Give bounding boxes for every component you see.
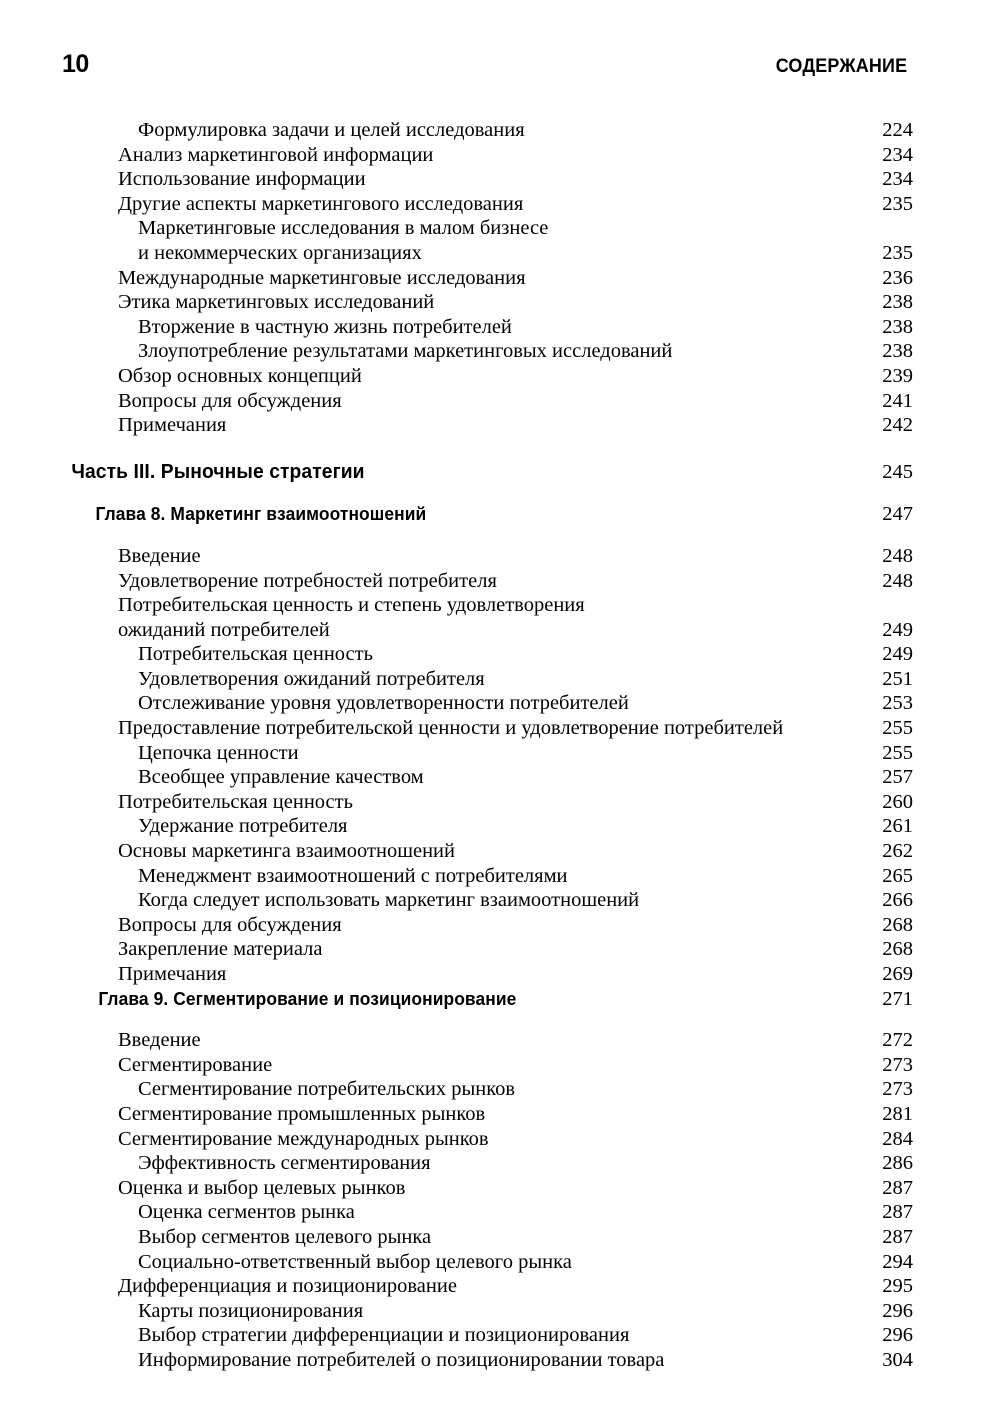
toc-entry-group [62, 118, 913, 438]
toc-entry[interactable] [62, 937, 913, 962]
toc-entry[interactable] [62, 716, 913, 741]
toc-entry[interactable] [62, 143, 913, 168]
toc-entry[interactable] [62, 216, 913, 265]
toc-entry-page-number: 295 [882, 1275, 913, 1298]
toc-entry-label: Удовлетворения ожиданий потребителя [138, 667, 485, 690]
toc-entry-group [62, 544, 913, 987]
toc-entry-page-number: 286 [882, 1152, 913, 1175]
toc-entry[interactable] [62, 1102, 913, 1127]
toc-entry-page-number: 251 [882, 667, 913, 690]
toc-entry[interactable] [62, 642, 913, 667]
toc-entry[interactable] [62, 1274, 913, 1299]
toc-entry[interactable] [62, 790, 913, 815]
toc-entry-label: Менеджмент взаимоотношений с потребителями [138, 864, 568, 887]
toc-entry[interactable] [62, 569, 913, 594]
toc-entry-label: Международные маркетинговые исследования [118, 266, 526, 289]
running-head [62, 52, 913, 84]
toc-entry-page-number: 236 [882, 266, 913, 289]
toc-entry-page-number: 269 [882, 963, 913, 985]
toc-entry[interactable] [62, 864, 913, 889]
toc-entry-page-number: 287 [882, 1201, 913, 1224]
toc-entry-label: Карты позиционирования [138, 1299, 364, 1322]
toc-entry-label: Введение [118, 1029, 201, 1052]
toc-chapter-page-number: 247 [882, 503, 913, 526]
toc-entry-label: Потребительская ценность [118, 790, 353, 813]
toc-entry-label-line: и некоммерческих организациях [138, 241, 422, 264]
toc-entry-label: Эффективность сегментирования [138, 1152, 431, 1175]
toc-entry[interactable] [62, 290, 913, 315]
toc-entry-label: Когда следует использовать маркетинг взаимоотношений [138, 889, 640, 912]
toc-entry[interactable] [62, 1200, 913, 1225]
toc-entry-page-number: 281 [882, 1102, 913, 1125]
toc-chapter-heading[interactable] [62, 987, 913, 1012]
toc-entry[interactable] [62, 167, 913, 192]
toc-entry-page-number: 265 [882, 864, 913, 887]
toc-chapter-heading[interactable] [62, 502, 913, 527]
toc-entry[interactable] [62, 1053, 913, 1078]
toc-entry-label: Введение [118, 544, 201, 567]
toc-entry-page-number: 224 [882, 119, 913, 141]
toc-entry-page-number: 255 [882, 741, 913, 764]
toc-entry-label: Оценка и выбор целевых рынков [118, 1176, 406, 1199]
toc-entry-label: Выбор сегментов целевого рынка [138, 1225, 432, 1248]
toc-entry[interactable] [62, 266, 913, 291]
toc-entry-label-line: Потребительская ценность и степень удовлетворения [118, 594, 585, 617]
toc-entry-label: Сегментирование международных рынков [118, 1127, 489, 1150]
toc-entry-label: Примечания [118, 963, 227, 985]
toc-entry-page-number: 296 [882, 1324, 913, 1347]
toc-entry-page-number: 235 [882, 241, 913, 264]
toc-entry-page-number: 287 [882, 1176, 913, 1199]
toc-entry-label [118, 593, 913, 642]
toc-entry-label: Цепочка ценности [138, 741, 299, 764]
toc-entry-page-number: 257 [882, 766, 913, 789]
toc-entry-label: Потребительская ценность [138, 643, 373, 666]
toc-entry-page-number: 304 [882, 1348, 913, 1371]
toc-entry-page-number: 239 [882, 364, 913, 387]
toc-entry-label-line: ожиданий потребителей [118, 618, 330, 641]
toc-part-page-number: 245 [882, 460, 913, 483]
toc-entry-page-number: 234 [882, 143, 913, 166]
toc-entry-label: Злоупотребление результатами маркетинговых исследований [138, 340, 673, 363]
toc-entry-label: Оценка сегментов рынка [138, 1201, 355, 1224]
toc-entry-page-number: 262 [882, 840, 913, 863]
toc-entry[interactable] [62, 1151, 913, 1176]
toc-entry-page-number: 294 [882, 1250, 913, 1273]
toc-entry-label: Этика маркетинговых исследований [118, 291, 435, 314]
page-folio: 10 [62, 50, 89, 78]
toc-entry-label: Вторжение в частную жизнь потребителей [138, 315, 512, 338]
toc-entry-label: Примечания [118, 414, 227, 437]
toc-entry-page-number: 255 [882, 717, 913, 740]
toc-chapter-title: Глава 9. Сегментирование и позиционирование [98, 987, 517, 1009]
toc-entry[interactable] [62, 667, 913, 692]
toc-entry-page-number: 296 [882, 1299, 913, 1322]
toc-entry[interactable] [62, 1028, 913, 1053]
toc-entry[interactable] [62, 192, 913, 217]
toc-entry-page-number: 266 [882, 889, 913, 912]
toc-entry-label: Основы маркетинга взаимоотношений [118, 840, 455, 863]
toc-entry-label: Вопросы для обсуждения [118, 913, 342, 936]
toc-entry-label: Формулировка задачи и целей исследования [138, 119, 525, 141]
toc-entry-page-number: 248 [882, 544, 913, 567]
toc-entry[interactable] [62, 1225, 913, 1250]
toc-entry[interactable] [62, 413, 913, 438]
toc-chapter-title: Глава 8. Маркетинг взаимоотношений [95, 503, 427, 525]
toc-entry[interactable] [62, 1127, 913, 1152]
toc-entry-page-number: 238 [882, 340, 913, 363]
toc-entry-label: Предоставление потребительской ценности и удовлетворение потребителей [118, 717, 784, 740]
toc-entry[interactable] [62, 741, 913, 766]
toc-entry[interactable] [62, 962, 913, 987]
toc-entry-page-number: 261 [882, 815, 913, 838]
toc-entry-page-number: 273 [882, 1078, 913, 1101]
toc-entry-label: Обзор основных концепций [118, 364, 362, 387]
toc-entry-page-number: 268 [882, 913, 913, 936]
toc-entry-page-number: 268 [882, 938, 913, 961]
toc-entry[interactable] [62, 1299, 913, 1324]
toc-entry[interactable] [62, 888, 913, 913]
toc-entry[interactable] [62, 118, 913, 143]
toc-entry-label: Использование информации [118, 168, 366, 191]
toc-entry-page-number: 235 [882, 192, 913, 215]
toc-entry-page-number: 287 [882, 1225, 913, 1248]
toc-entry[interactable] [62, 839, 913, 864]
toc-entry[interactable] [62, 691, 913, 716]
toc-entry-page-number: 242 [882, 414, 913, 437]
toc-entry[interactable] [62, 1077, 913, 1102]
toc-entry-page-number: 234 [882, 168, 913, 191]
toc-entry[interactable] [62, 1323, 913, 1348]
toc-entry-label: Всеобщее управление качеством [138, 766, 424, 789]
toc-entry-page-number: 248 [882, 569, 913, 592]
toc-entry-label: Социально-ответственный выбор целевого рынка [138, 1250, 572, 1273]
toc-entry-label: Закрепление материала [118, 938, 323, 961]
toc-entry-label: Дифференциация и позиционирование [118, 1275, 457, 1298]
toc-entry[interactable] [62, 1348, 913, 1373]
toc-entry-page-number: 273 [882, 1053, 913, 1076]
toc-entry-page-number: 238 [882, 315, 913, 338]
table-of-contents [62, 118, 913, 1373]
toc-entry[interactable] [62, 389, 913, 414]
toc-entry-label: Удовлетворение потребностей потребителя [118, 569, 497, 592]
toc-chapter-page-number: 271 [882, 987, 913, 1010]
toc-entry-label [138, 216, 913, 265]
toc-entry[interactable] [62, 1176, 913, 1201]
toc-part-title: Часть III. Рыночные стратегии [71, 459, 365, 483]
toc-entry-label: Выбор стратегии дифференциации и позиционирования [138, 1324, 630, 1347]
toc-entry-label: Сегментирование промышленных рынков [118, 1102, 486, 1125]
toc-entry-label: Анализ маркетинговой информации [118, 143, 434, 166]
toc-entry-label: Удержание потребителя [138, 815, 348, 838]
toc-entry-page-number: 241 [882, 389, 913, 412]
toc-entry-label-line: Маркетинговые исследования в малом бизнесе [138, 217, 549, 240]
toc-entry-label: Вопросы для обсуждения [118, 389, 342, 412]
toc-entry[interactable] [62, 913, 913, 938]
toc-entry-label: Сегментирование [118, 1053, 273, 1076]
toc-entry-page-number: 284 [882, 1127, 913, 1150]
toc-entry[interactable] [62, 544, 913, 569]
toc-entry-page-number: 260 [882, 790, 913, 813]
running-head-title: СОДЕРЖАНИЕ [775, 55, 908, 77]
toc-entry-page-number: 253 [882, 692, 913, 715]
toc-entry[interactable] [62, 339, 913, 364]
toc-entry-label: Отслеживание уровня удовлетворенности потребителей [138, 692, 629, 715]
toc-entry-label: Сегментирование потребительских рынков [138, 1078, 516, 1101]
toc-entry[interactable] [62, 593, 913, 642]
toc-entry[interactable] [62, 765, 913, 790]
toc-entry[interactable] [62, 1250, 913, 1275]
toc-entry[interactable] [62, 814, 913, 839]
toc-entry-page-number: 238 [882, 291, 913, 314]
toc-entry[interactable] [62, 364, 913, 389]
toc-entry[interactable] [62, 315, 913, 340]
toc-entry-page-number: 272 [882, 1029, 913, 1052]
toc-entry-label: Информирование потребителей о позиционировании товара [138, 1348, 665, 1371]
toc-entry-page-number: 249 [882, 618, 913, 641]
toc-entry-group [62, 1028, 913, 1372]
toc-part-heading[interactable] [62, 460, 913, 485]
toc-entry-label: Другие аспекты маркетингового исследования [118, 192, 524, 215]
toc-entry-page-number: 249 [882, 643, 913, 666]
